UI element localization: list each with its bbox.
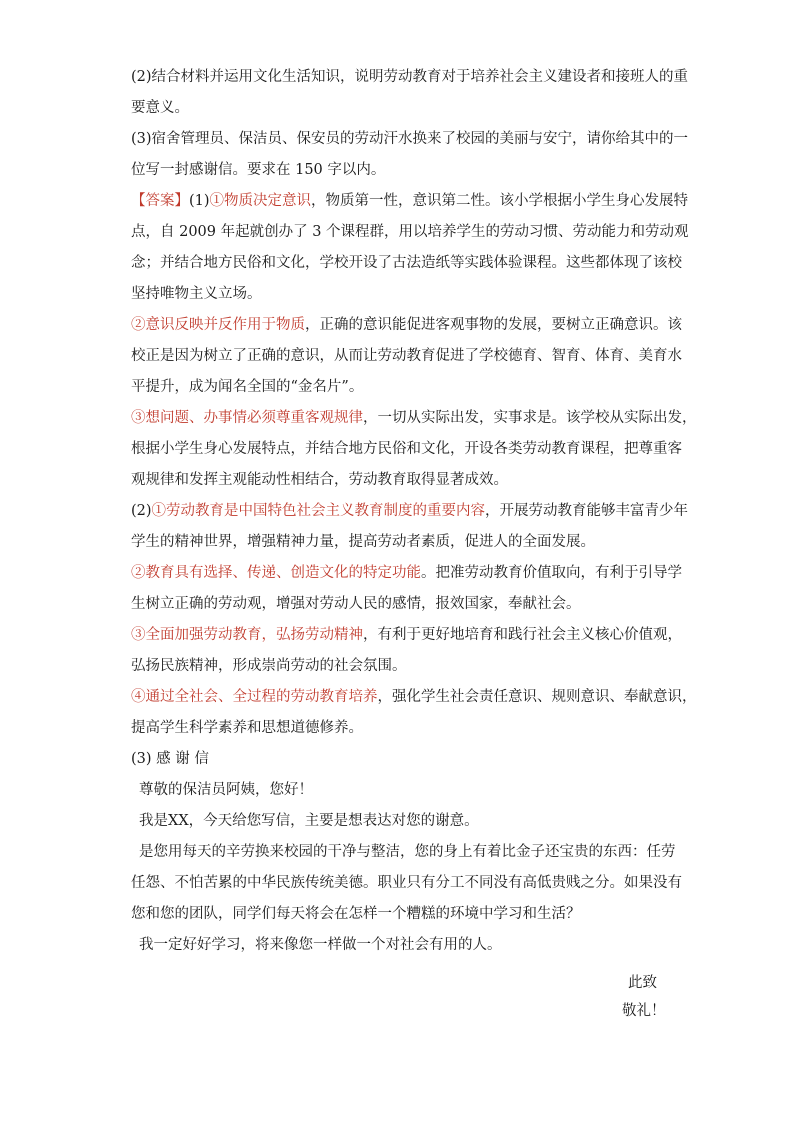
letter-closing-2: 敬礼！ [622,1003,666,1019]
answer-1-point-3-line-3: 观规律和发挥主观能动性相结合，劳动教育取得显著成效。 [131,472,508,488]
answer-1-point-2-text: ，正确的意识能促进客观事物的发展，要树立正确意识。该 [305,317,682,333]
letter-paragraph-2-line-3: 您和您的团队，同学们每天将会在怎样一个糟糕的环境中学习和生活？ [131,906,581,922]
answer-1-point-2-key: ②意识反映并反作用于物质 [131,317,305,333]
answer-1-point-1-line-4: 坚持唯物主义立场。 [131,286,262,302]
answer-1-point-3-key: ③想问题、办事情必须尊重客观规律 [131,410,363,426]
answer-2-point-1-line-2: 学生的精神世界，增强精神力量，提高劳动者素质，促进人的全面发展。 [131,534,595,550]
answer-1-point-2-line-1 [131,310,682,341]
letter-paragraph-2-line-2: 任怨、不怕苦累的中华民族传统美德。职业只有分工不同没有高低贵贱之分。如果没有 [131,875,682,891]
answer-2-point-1-line-1 [131,496,689,527]
answer-2-point-1-text: ，开展劳动教育能够丰富青少年 [485,503,689,519]
answer-1-point-1-text: ，物质第一性，意识第二性。该小学根据小学生身心发展特 [311,193,689,209]
letter-title: (3) 感 谢 信 [131,751,209,767]
answer-2-point-2-line-1 [131,558,682,589]
answer-1-point-2-line-3: 平提升，成为闻名全国的“金名片”。 [131,379,364,395]
answer-2-point-4-text: ，强化学生社会责任意识、规则意识、奉献意识， [377,689,697,705]
letter-salutation: 尊敬的保洁员阿姨，您好！ [139,782,313,798]
answer-2-prefix: (2) [131,503,152,519]
answer-2-point-3-key: ③全面加强劳动教育，弘扬劳动精神 [131,627,363,643]
answer-2-point-3-text: ，有利于更好地培育和践行社会主义核心价值观， [363,627,682,643]
answer-1-point-1-line-1 [131,186,689,217]
answer-2-point-3-line-1 [131,620,682,651]
letter-paragraph-2-line-1: 是您用每天的辛劳换来校园的干净与整洁，您的身上有着比金子还宝贵的东西：任劳 [139,844,676,860]
answer-1-point-3-line-2: 根据小学生身心发展特点，并结合地方民俗和文化，开设各类劳动教育课程，把尊重客 [131,441,682,457]
answer-2-point-4-key: ④通过全社会、全过程的劳动教育培养 [131,689,378,705]
answer-1-point-1-line-3: 念；并结合地方民俗和文化，学校开设了古法造纸等实践体验课程。这些都体现了该校 [131,255,682,271]
answer-1-point-3-text: ，一切从实际出发，实事求是。该学校从实际出发， [363,410,697,426]
document-content [131,62,697,961]
answer-2-point-4-line-2: 提高学生科学素养和思想道德修养。 [131,720,363,736]
letter-closing-1: 此致 [628,975,657,991]
answer-2-point-4-line-1 [131,682,697,713]
question-3-line-1: (3)宿舍管理员、保洁员、保安员的劳动汗水换来了校园的美丽与安宁，请你给其中的一 [131,131,689,147]
answer-2-point-1-key: ①劳动教育是中国特色社会主义教育制度的重要内容 [151,503,486,519]
question-3-line-2: 位写一封感谢信。要求在 150 字以内。 [131,162,386,178]
answer-2-point-2-key: ②教育具有选择、传递、创造文化的特定功能 [131,565,421,581]
answer-2-point-3-line-2: 弘扬民族精神，形成崇尚劳动的社会氛围。 [131,658,407,674]
answer-2-point-2-text: 。把准劳动教育价值取向，有利于引导学 [421,565,682,581]
answer-2-point-2-line-2: 生树立正确的劳动观，增强对劳动人民的感情，报效国家，奉献社会。 [131,596,581,612]
question-2-line-1: (2)结合材料并运用文化生活知识，说明劳动教育对于培养社会主义建设者和接班人的重 [131,69,689,85]
answer-1-point-1-key: ①物质决定意识 [209,193,312,209]
answer-1-point-2-line-2: 校正是因为树立了正确的意识，从而让劳动教育促进了学校德育、智育、体育、美育水 [131,348,682,364]
answer-1-point-3-line-1 [131,403,697,434]
answer-1-point-1-line-2: 点，自 2009 年起就创办了 3 个课程群，用以培养学生的劳动习惯、劳动能力和劳动观 [131,224,689,240]
letter-paragraph-1: 我是XX，今天给您写信，主要是想表达对您的谢意。 [139,813,479,829]
answer-1-prefix: (1) [189,193,210,209]
question-2-line-2: 要意义。 [131,100,189,116]
answer-tag: 【答案】 [131,193,189,209]
letter-paragraph-3: 我一定好好学习，将来像您一样做一个对社会有用的人。 [139,937,502,953]
